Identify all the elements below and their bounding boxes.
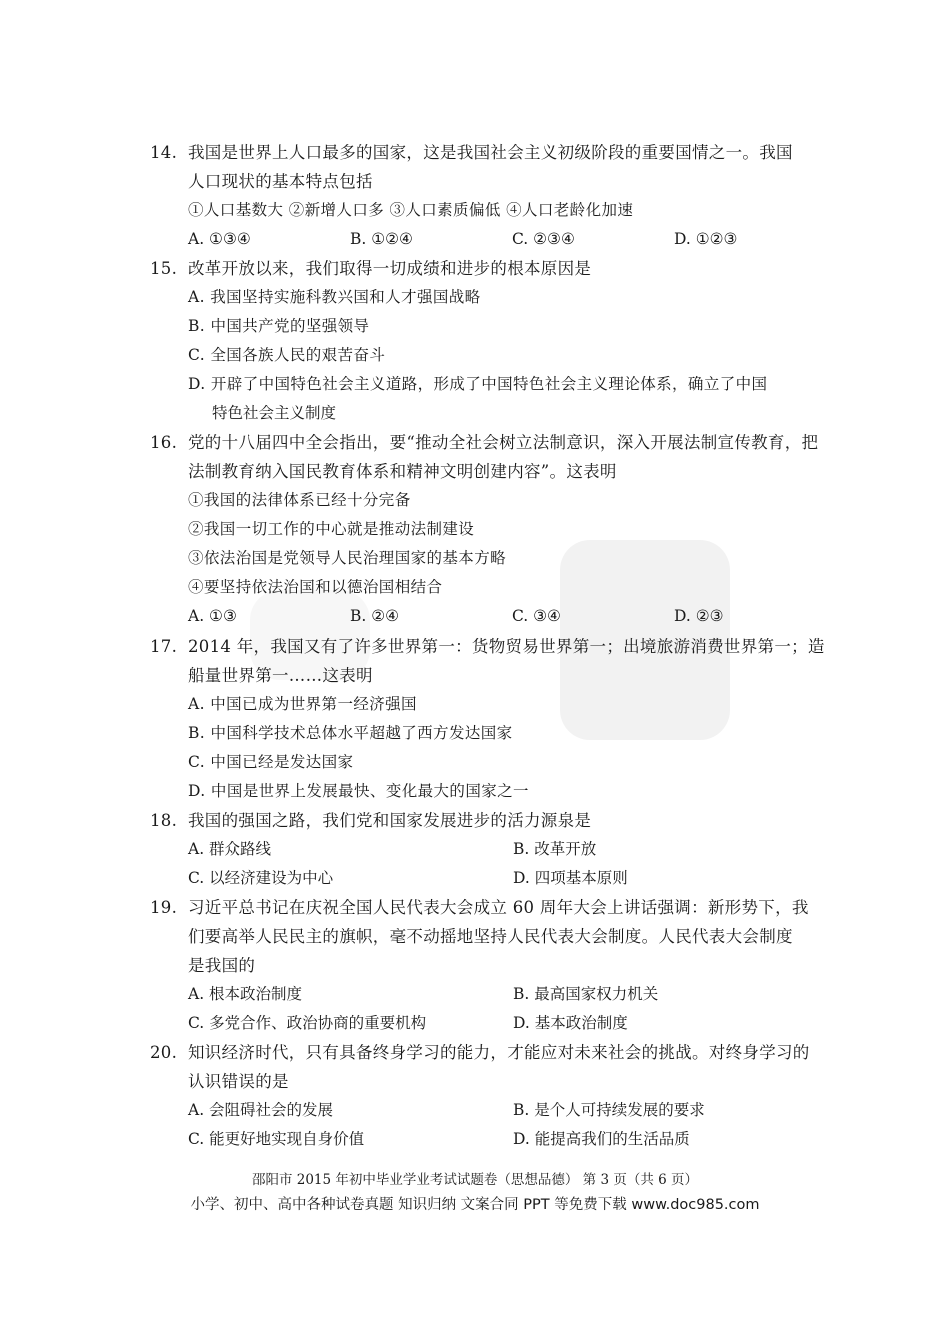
answer-options-row xyxy=(150,1009,840,1038)
answer-options-row xyxy=(150,980,840,1009)
option-a: A. ①③ xyxy=(188,607,237,625)
question-stem: 改革开放以来，我们取得一切成绩和进步的根本原因是 xyxy=(188,259,592,278)
page-footer: 邵阳市 2015 年初中毕业学业考试试题卷（思想品德） 第 3 页（共 6 页） xyxy=(251,1172,699,1188)
option-a: A. 群众路线 xyxy=(188,840,272,858)
option-a: A. 中国已成为世界第一经济强国 xyxy=(188,695,417,713)
site-watermark-line: 小学、初中、高中各种试卷真题 知识归纳 文案合同 PPT 等免费下载 www.doc985.com xyxy=(190,1197,760,1213)
question-stem: 2014 年，我国又有了许多世界第一：货物贸易世界第一；出境旅游消费世界第一；造 xyxy=(188,637,825,656)
option-d: D. 能提高我们的生活品质 xyxy=(513,1130,690,1148)
option-d: D. ①②③ xyxy=(674,230,738,248)
question-number: 19. xyxy=(150,898,178,917)
question-stem-cont: 法制教育纳入国民教育体系和精神文明创建内容”。这表明 xyxy=(188,462,617,481)
statement-items: ①人口基数大 ②新增人口多 ③人口素质偏低 ④人口老龄化加速 xyxy=(188,201,634,219)
question-stem: 我国的强国之路，我们党和国家发展进步的活力源泉是 xyxy=(188,811,592,830)
answer-options xyxy=(150,225,840,254)
option-a: A. 我国坚持实施科教兴国和人才强国战略 xyxy=(188,288,481,306)
option-d: D. 开辟了中国特色社会主义道路，形成了中国特色社会主义理论体系，确立了中国 xyxy=(188,375,768,393)
option-b: B. 中国共产党的坚强领导 xyxy=(188,317,370,335)
option-a: A. 根本政治制度 xyxy=(188,985,303,1003)
option-c: C. 多党合作、政治协商的重要机构 xyxy=(188,1014,427,1032)
answer-options-row xyxy=(150,835,840,864)
statement-item-1: ①我国的法律体系已经十分完备 xyxy=(188,491,411,509)
answer-options-row xyxy=(150,1125,840,1154)
option-b: B. ②④ xyxy=(350,607,400,625)
statement-item-2: ②我国一切工作的中心就是推动法制建设 xyxy=(188,520,475,538)
option-b: B. 是个人可持续发展的要求 xyxy=(513,1101,705,1119)
option-c: C. ③④ xyxy=(512,607,561,625)
answer-options-row xyxy=(150,864,840,893)
question-20 xyxy=(150,1038,840,1154)
option-d: D. 中国是世界上发展最快、变化最大的国家之一 xyxy=(188,782,529,800)
question-16 xyxy=(150,428,840,631)
question-18 xyxy=(150,806,840,893)
question-number: 17. xyxy=(150,637,178,656)
question-17 xyxy=(150,632,840,806)
answer-options-row xyxy=(150,1096,840,1125)
option-d: D. 四项基本原则 xyxy=(513,869,628,887)
question-number: 16. xyxy=(150,433,178,452)
option-a: A. 会阻碍社会的发展 xyxy=(188,1101,334,1119)
option-d: D. ②③ xyxy=(674,607,724,625)
option-b: B. ①②④ xyxy=(350,230,413,248)
question-stem: 知识经济时代，只有具备终身学习的能力，才能应对未来社会的挑战。对终身学习的 xyxy=(188,1043,810,1062)
question-19 xyxy=(150,893,840,1038)
option-a: A. ①③④ xyxy=(188,230,251,248)
option-c: C. 以经济建设为中心 xyxy=(188,869,334,887)
option-c: C. 全国各族人民的艰苦奋斗 xyxy=(188,346,386,364)
option-c: C. 能更好地实现自身价值 xyxy=(188,1130,365,1148)
question-stem-cont: 认识错误的是 xyxy=(188,1072,289,1091)
option-c: C. ②③④ xyxy=(512,230,575,248)
question-15 xyxy=(150,254,840,428)
question-stem-cont: 是我国的 xyxy=(188,956,256,975)
option-b: B. 改革开放 xyxy=(513,840,597,858)
statement-item-3: ③依法治国是党领导人民治理国家的基本方略 xyxy=(188,549,507,567)
answer-options xyxy=(150,602,840,631)
question-14 xyxy=(150,138,840,254)
question-stem: 我国是世界上人口最多的国家，这是我国社会主义初级阶段的重要国情之一。我国 xyxy=(188,143,793,162)
question-number: 15. xyxy=(150,259,178,278)
option-b: B. 中国科学技术总体水平超越了西方发达国家 xyxy=(188,724,513,742)
statement-item-4: ④要坚持依法治国和以德治国相结合 xyxy=(188,578,443,596)
option-d-cont: 特色社会主义制度 xyxy=(212,404,337,422)
question-number: 18. xyxy=(150,811,178,830)
question-stem: 习近平总书记在庆祝全国人民代表大会成立 60 周年大会上讲话强调：新形势下，我 xyxy=(188,898,809,917)
question-stem-cont: 人口现状的基本特点包括 xyxy=(188,172,373,191)
question-stem-cont: 船量世界第一……这表明 xyxy=(188,666,373,685)
option-b: B. 最高国家权力机关 xyxy=(513,985,659,1003)
option-c: C. 中国已经是发达国家 xyxy=(188,753,354,771)
question-number: 14. xyxy=(150,143,178,162)
question-stem: 党的十八届四中全会指出，要“推动全社会树立法制意识，深入开展法制宣传教育，把 xyxy=(188,433,819,452)
question-stem-cont: 们要高举人民民主的旗帜，毫不动摇地坚持人民代表大会制度。人民代表大会制度 xyxy=(188,927,793,946)
question-number: 20. xyxy=(150,1043,178,1062)
option-d: D. 基本政治制度 xyxy=(513,1014,628,1032)
